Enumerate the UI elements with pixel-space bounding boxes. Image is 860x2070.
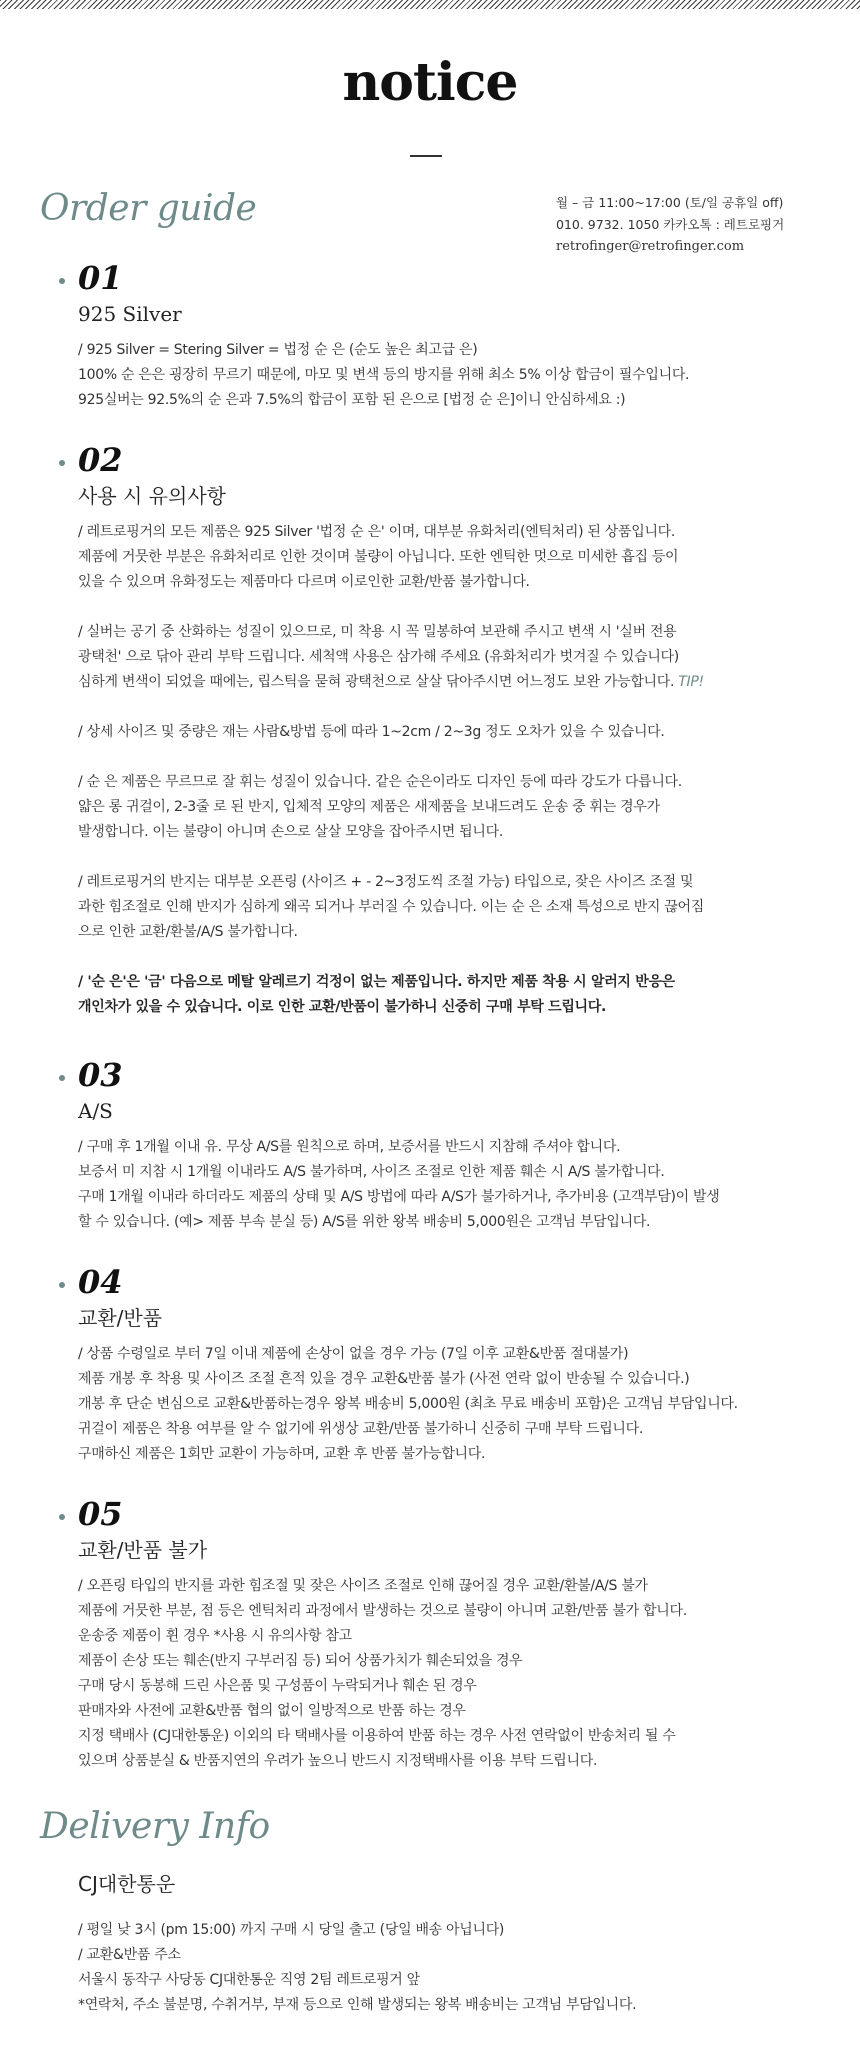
section-05 [0, 1494, 860, 1799]
section-03 [0, 1055, 860, 1260]
paragraph: / 925 Silver = Stering Silver = 법정 순 은 (순도 높은 최고급 은) 100% 순 은은 굉장히 무르기 때문에, 마모 및 변색 등의 방지를 위해 최소 5% 이상 합금이 필수입니다. 925실버는 92.5%의 순 은과 7.5%의 합금이 포함 된 은으로 [법정 순 은]이니 안심하세요 :) [78, 342, 690, 408]
section-02 [0, 440, 860, 1045]
contact-info [556, 192, 784, 258]
email-link[interactable]: retrofinger@retrofinger.com [556, 239, 745, 254]
bullet-dot [59, 278, 65, 284]
section-title: A/S [78, 1099, 113, 1123]
phone-kakao: 010. 9732. 1050 카카오톡 : 레트로핑거 [556, 217, 785, 232]
section-title: 925 Silver [78, 302, 182, 326]
paragraph: / 레트로핑거의 반지는 대부분 오픈링 (사이즈 + - 2~3정도씩 조절 가능) 타입으로, 잦은 사이즈 조절 및 과한 힘조절로 인해 반지가 심하게 왜곡 되거나 부러질 수 있습니다. 이는 순 은 소재 특성으로 반지 끊어짐 으로 인한 교환/환불/A/S 불가합니다. [78, 874, 704, 940]
paragraph: / 상세 사이즈 및 중량은 재는 사람&방법 등에 따라 1~2cm / 2~3g 정도 오차가 있을 수 있습니다. [78, 724, 665, 740]
section-number: 05 [78, 1495, 123, 1533]
section-number: 01 [78, 259, 123, 297]
section-title: 교환/반품 불가 [78, 1538, 208, 1562]
delivery-details: / 평일 낮 3시 (pm 15:00) 까지 구매 시 당일 출고 (당일 배송 아닙니다) / 교환&반품 주소 서울시 동작구 사당동 CJ대한통운 직영 2팀 레트로핑거 앞 *연락처, 주소 불분명, 수취거부, 부재 등으로 인해 발생되는 왕복 배송비는 고객님 부담입니다. [78, 1922, 637, 2013]
delivery-carrier: CJ대한통운 [78, 1872, 176, 1896]
paragraph: / 상품 수령일로 부터 7일 이내 제품에 손상이 없을 경우 가능 (7일 이후 교환&반품 절대불가) 제품 개봉 후 착용 및 사이즈 조절 흔적 있을 경우 교환&반품 불가 (사전 연락 없이 반송될 수 있습니다.) 개봉 후 단순 변심으로 교환&반품하는경우 왕복 배송비 5,000원 (최초 무료 배송비 포함)은 고객님 부담입니다. 귀걸이 제품은 착용 여부를 알 수 없기에 위생상 교환/반품 불가하니 신중히 구매 부탁 드립니다. 구매하신 제품은 1회만 교환이 가능하며, 교환 후 반품 불가능합니다. [78, 1346, 738, 1462]
bullet-dot [59, 1282, 65, 1288]
top-dashed-border [0, 0, 860, 9]
bullet-dot [59, 460, 65, 466]
section-number: 04 [78, 1263, 123, 1301]
title-divider [410, 155, 442, 157]
section-04 [0, 1262, 860, 1492]
section-title: 교환/반품 [78, 1306, 163, 1330]
paragraph: / 순 은 제품은 무르므로 잘 휘는 성질이 있습니다. 같은 순은이라도 디자인 등에 따라 강도가 다릅니다. 얇은 롱 귀걸이, 2-3줄 로 된 반지, 입체적 모양의 제품은 새제품을 보내드려도 운송 중 휘는 경우가 발생합니다. 이는 불량이 아니며 손으로 살살 모양을 잡아주시면 됩니다. [78, 774, 682, 840]
bullet-dot [59, 1514, 65, 1520]
delivery-info-title: Delivery Info [40, 1806, 270, 1847]
allergy-notice: / '순 은'은 '금' 다음으로 메탈 알레르기 걱정이 없는 제품입니다. 하지만 제품 착용 시 알러지 반응은 개인차가 있을 수 있습니다. 이로 인한 교환/반품이 불가하니 신중히 구매 부탁 드립니다. [78, 974, 675, 1015]
section-number: 02 [78, 441, 123, 479]
paragraph: / 오픈링 타입의 반지를 과한 힘조절 및 잦은 사이즈 조절로 인해 끊어질 경우 교환/환불/A/S 불가 제품에 거뭇한 부분, 점 등은 엔틱처리 과정에서 발생하는 것으로 불량이 아니며 교환/반품 불가 합니다. 운송중 제품이 휜 경우 *사용 시 유의사항 참고 제품이 손상 또는 훼손(반지 구부러짐 등) 되어 상품가치가 훼손되었을 경우 구매 당시 동봉해 드린 사은품 및 구성품이 누락되거나 훼손 된 경우 판매자와 사전에 교환&반품 협의 없이 일방적으로 반품 하는 경우 지정 택배사 (CJ대한통운) 이외의 타 택배사를 이용하여 반품 하는 경우 사전 연락없이 반송처리 될 수 있으며 상품분실 & 반품지연의 우려가 높으니 반드시 지정택배사를 이용 부탁 드립니다. [78, 1578, 687, 1769]
paragraph [78, 620, 860, 695]
section-number: 03 [78, 1056, 123, 1094]
order-guide-title: Order guide [40, 188, 257, 229]
paragraph: / 구매 후 1개월 이내 유. 무상 A/S를 원칙으로 하며, 보증서를 반드시 지참해 주셔야 합니다. 보증서 미 지참 시 1개월 이내라도 A/S 불가하며, 사이즈 조절로 인한 제품 훼손 시 A/S 불가합니다. 구매 1개월 이내라 하더라도 제품의 상태 및 A/S 방법에 따라 A/S가 불가하거나, 추가비용 (고객부담)이 발생 할 수 있습니다. (예> 제품 부속 분실 등) A/S를 위한 왕복 배송비 5,000원은 고객님 부담입니다. [78, 1139, 720, 1230]
tip-label: TIP! [678, 674, 704, 690]
paragraph-text: / 실버는 공기 중 산화하는 성질이 있으므로, 미 착용 시 꼭 밀봉하여 보관해 주시고 변색 시 '실버 전용 광택천' 으로 닦아 관리 부탁 드립니다. 세척액 사용은 삼가해 주세요 (유화처리가 벗겨질 수 있습니다) 심하게 변색이 되었을 때에는, 립스틱을 묻혀 광택천으로 살살 닦아주시면 어느정도 보완 가능합니다. [78, 624, 679, 690]
bullet-dot [59, 1075, 65, 1081]
business-hours: 월 – 금 11:00~17:00 (토/일 공휴일 off) [556, 195, 784, 210]
section-01 [0, 258, 860, 438]
page-title: notice [342, 52, 518, 113]
paragraph: / 레트로핑거의 모든 제품은 925 Silver '법정 순 은' 이며, 대부분 유화처리(엔틱처리) 된 상품입니다. 제품에 거뭇한 부분은 유화처리로 인한 것이며 불량이 아닙니다. 또한 엔틱한 멋으로 미세한 흡집 등이 있을 수 있으며 유화정도는 제품마다 다르며 이로인한 교환/반품 불가합니다. [78, 524, 679, 590]
section-title: 사용 시 유의사항 [78, 484, 226, 508]
